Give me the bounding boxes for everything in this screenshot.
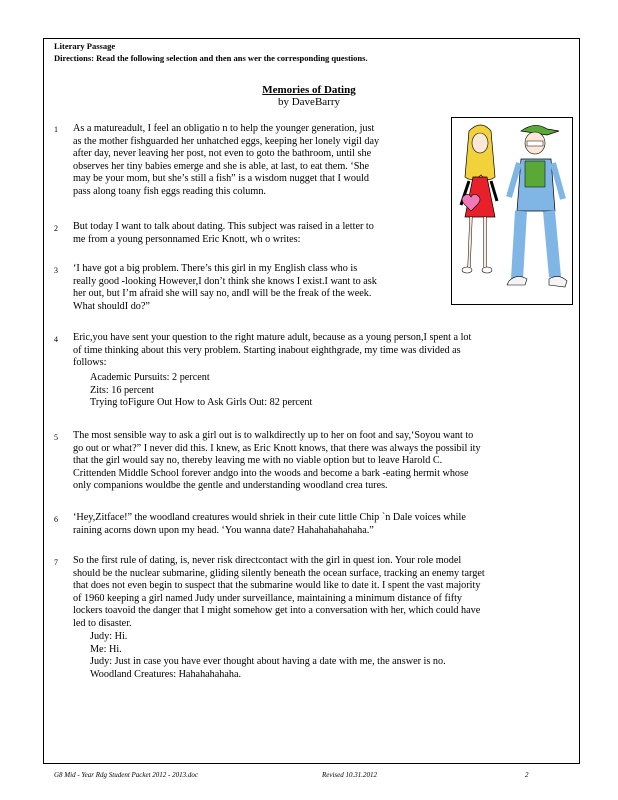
paragraph-7: So the first rule of dating, is, never risk directcontact with the girl in quest ion. Your role model should be the nuclear submarine, gliding silently beneath the ocean surface, tracking an enemy target that does not even begin to suspect that the submarine would like to date it. I spent the vast majority of 1960 keeping a girl named Judy under surveillance, maintaining a minimum distance of fifty lockers toavoid the danger that I might somehow get into a conversation with her, which could have led to disaster. [73,555,485,629]
couple-image [451,117,573,305]
page-number: 2 [525,771,529,779]
dialogue-line: Woodland Creatures: Hahahahahaha. [90,668,242,680]
list-item: Academic Pursuits: 2 percent [90,372,210,383]
paragraph-number: 5 [54,433,58,442]
paragraph-5: The most sensible way to ask a girl out is to walkdirectly up to her on foot and say,‘Soyou want to go out or what?” I never did this. I knew, as Eric Knott knows, that there was always the possibil ity that the girl would say no, thereby leaving me with no viable option but to leave Harold C. Crittenden Middle School forever andgo into the woods and become a bark -eating hermit whose only companions wouldbe the gentle and understanding woodland crea tures. [73,430,481,492]
list-item: Zits: 16 percent [90,384,154,396]
paragraph-number: 7 [54,558,58,567]
dialogue-line: Judy: Just in case you have ever thought about having a date with me, the answer is no. [90,656,446,668]
paragraph-3: ‘I have got a big problem. There’s this girl in my English class who is really good -looking However,I don’t think she knows I exist.I want to ask her out, but I’m afraid she will say no, andI will be the freak of the week. What shouldI do?” [73,263,377,312]
list-item: Trying toFigure Out How to Ask Girls Out: 82 percent [90,397,313,409]
paragraph-number: 6 [54,515,58,524]
paragraph-4: Eric,you have sent your question to the right mature adult, because as a young person,I spent a lot of time thinking about this very problem. Starting inabout eighthgrade, my time was divided as follows: [73,332,472,369]
dialogue-line: Judy: Hi. [90,631,128,642]
time-breakdown-list [90,372,312,410]
paragraph-6: ‘Hey,Zitface!” the woodland creatures would shriek in their cute little Chip `n Dale voices while raining acorns down upon my head. ‘You wanna date? Hahahahahahaha.” [73,512,466,536]
paragraph-number: 1 [54,125,58,134]
paragraph-number: 2 [54,224,58,233]
dialogue-line: Me: Hi. [90,643,122,655]
directions-line: Directions: Read the following selection and then ans wer the corresponding questions. [54,53,368,63]
author-byline: by DaveBarry [277,96,340,108]
paragraph-number: 3 [54,266,58,275]
paragraph-1: As a matureadult, I feel an obligatio n to help the younger generation, just as the mother fishguarded her unhatched eggs, keeping her lonely vigil day after day, never leaving her post, not even to goto the bathroom, until she observes her tiny babies emerge and she is able, at last, to eat them. ‘She may be your mom, but she’s still a fish” is a wisdom nugget that I would pass along toany fish eggs reading this column. [73,123,380,197]
paragraph-number: 4 [54,335,58,344]
section-label: Literary Passage [54,41,116,51]
dating-illustration [451,117,573,305]
footer-revised-date: Revised 10.31.2012 [322,771,378,779]
footer-filename: G8 Mid - Year Rdg Student Packet 2012 - 2013.doc [54,771,198,779]
dialogue-block [90,631,446,681]
story-title: Memories of Dating [262,84,356,96]
paragraph-2: But today I want to talk about dating. This subject was raised in a letter to me from a young personnamed Eric Knott, wh o writes: [73,221,374,245]
